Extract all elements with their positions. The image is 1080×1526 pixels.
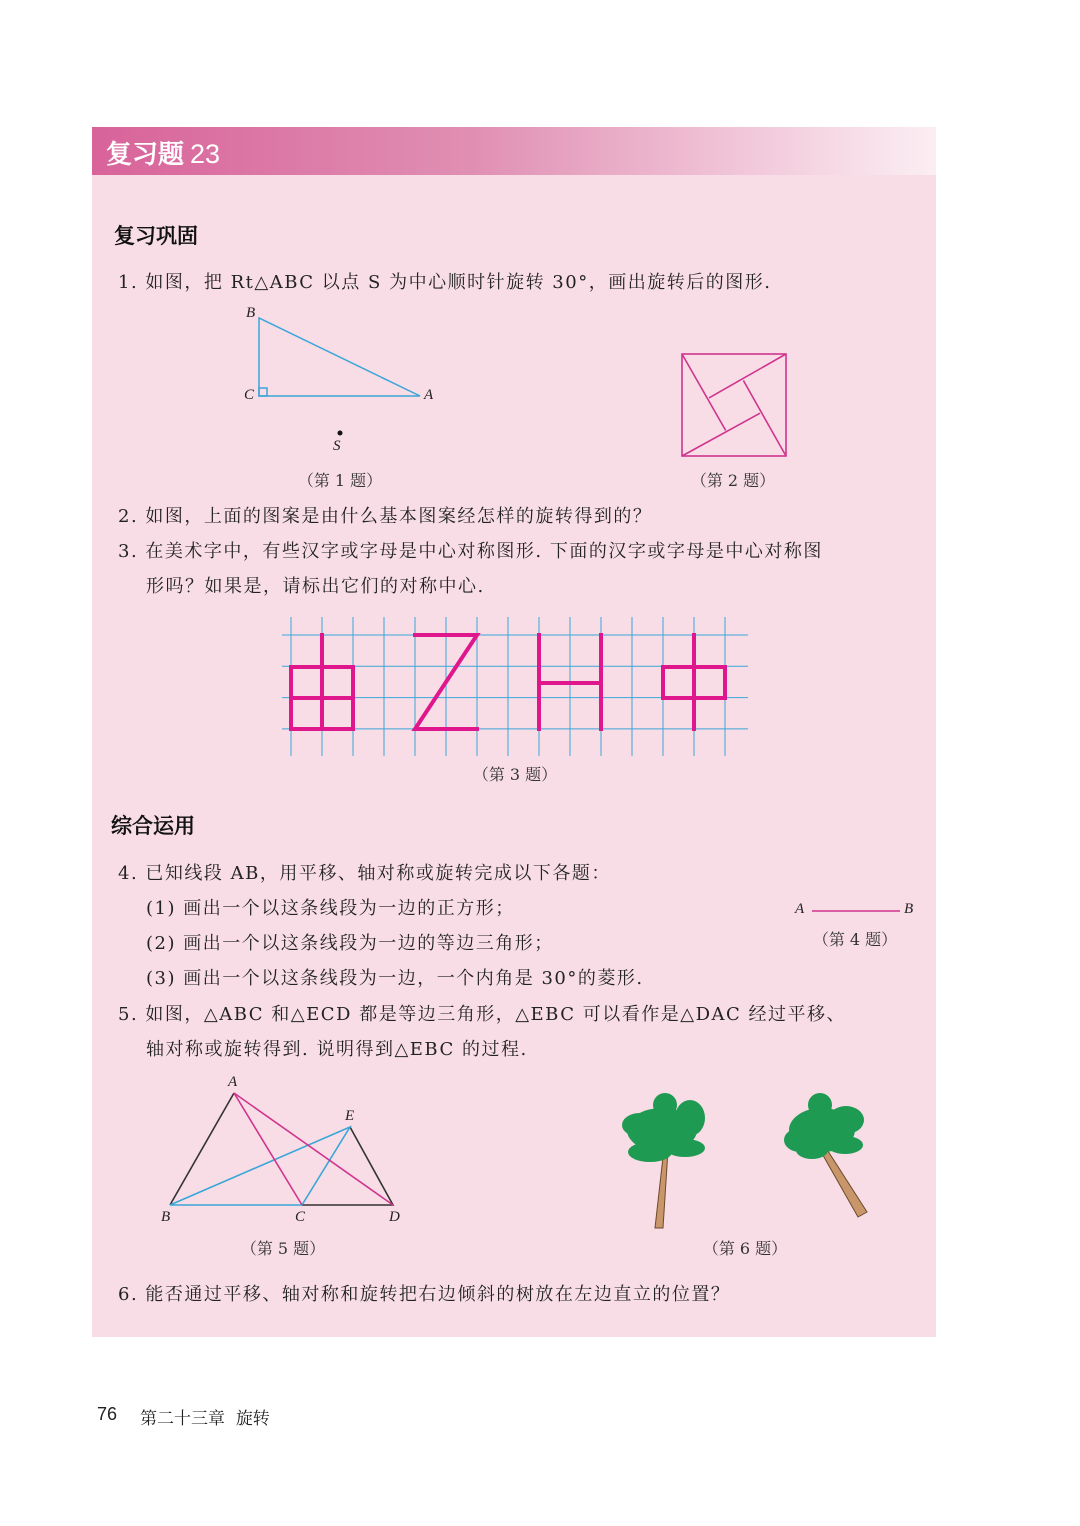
label-b-fig5: B — [161, 1209, 171, 1225]
label-c-fig5: C — [295, 1209, 306, 1225]
question-2: 2. 如图，上面的图案是由什么基本图案经怎样的旋转得到的？ — [118, 506, 653, 527]
label-b-seg: B — [904, 901, 914, 917]
chapter-label: 第二十三章 — [140, 1409, 225, 1429]
question-1: 1. 如图，把 Rt△ABC 以点 S 为中心顺时针旋转 30°，画出旋转后的图形. — [118, 272, 772, 293]
figure-1-triangle — [259, 318, 420, 396]
figure-5-triangles — [170, 1093, 393, 1205]
section-review: 复习巩固 — [114, 224, 198, 248]
question-6: 6. 能否通过平移、轴对称和旋转把右边倾斜的树放在左边直立的位置？ — [118, 1284, 731, 1305]
label-a: A — [424, 387, 434, 403]
figure-6-leaning-tree — [784, 1093, 867, 1217]
figure-2-pinwheel — [682, 354, 786, 456]
question-4-part2: (2) 画出一个以这条线段为一边的等边三角形； — [146, 933, 554, 954]
figure-6-upright-tree — [622, 1093, 705, 1228]
label-c: C — [244, 387, 255, 403]
caption-fig-1: （第 1 题） — [297, 471, 383, 490]
section-apply: 综合运用 — [111, 814, 195, 838]
question-4-part3: (3) 画出一个以这条线段为一边，一个内角是 30°的菱形. — [146, 968, 644, 989]
label-a-fig5: A — [228, 1074, 238, 1090]
label-b: B — [246, 305, 256, 321]
title-text: 复习题 — [106, 140, 185, 170]
caption-fig-4: （第 4 题） — [812, 930, 898, 949]
label-s: S — [333, 438, 341, 454]
label-a-seg: A — [795, 901, 805, 917]
chapter-topic: 旋转 — [235, 1409, 270, 1429]
question-3-line2: 形吗？如果是，请标出它们的对称中心. — [146, 576, 485, 597]
caption-fig-2: （第 2 题） — [690, 471, 776, 490]
question-3-line1: 3. 在美术字中，有些汉字或字母是中心对称图形. 下面的汉字或字母是中心对称图 — [118, 541, 823, 562]
label-e-fig5: E — [345, 1108, 355, 1124]
point-s — [338, 431, 343, 436]
caption-fig-6: （第 6 题） — [702, 1239, 788, 1258]
title-number: 23 — [190, 139, 221, 169]
caption-fig-5: （第 5 题） — [240, 1239, 326, 1258]
page-number: 76 — [97, 1404, 118, 1424]
caption-fig-3: （第 3 题） — [472, 765, 558, 784]
chapter-title — [140, 1404, 270, 1429]
question-4: 4. 已知线段 AB，用平移、轴对称或旋转完成以下各题： — [118, 863, 611, 884]
label-d-fig5: D — [389, 1209, 400, 1225]
question-5-line2: 轴对称或旋转得到. 说明得到△EBC 的过程. — [146, 1039, 528, 1060]
question-4-part1: (1) 画出一个以这条线段为一边的正方形； — [146, 898, 515, 919]
question-5-line1: 5. 如图，△ABC 和△ECD 都是等边三角形，△EBC 可以看作是△DAC 经过平移、 — [118, 1004, 847, 1025]
